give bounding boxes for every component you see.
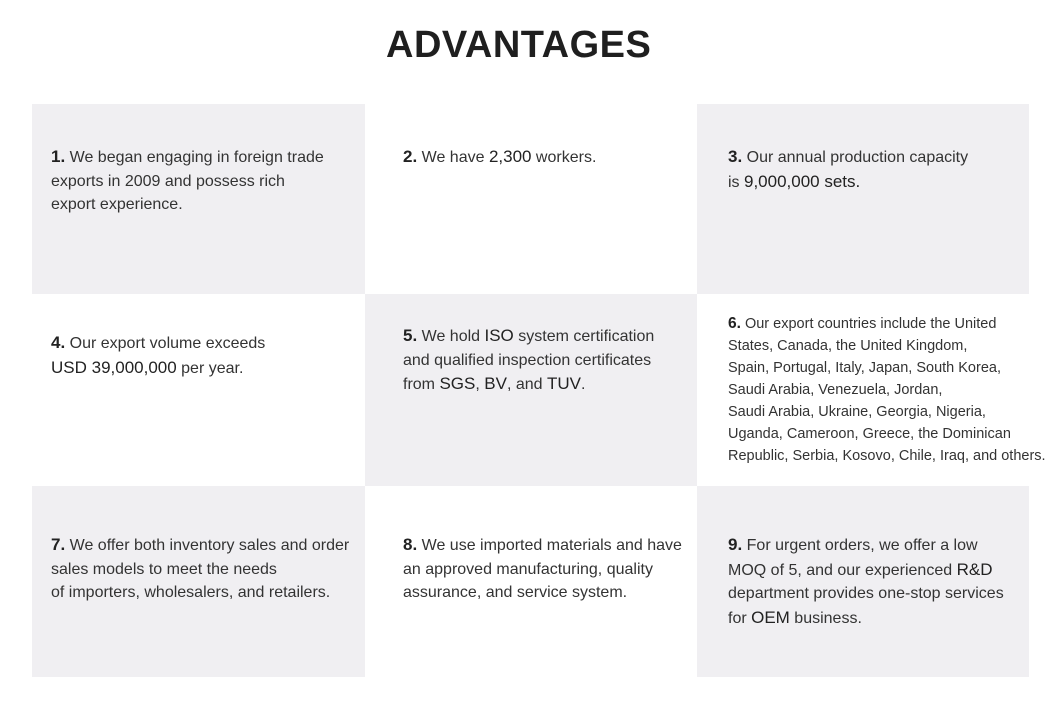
advantage-card-2 [365, 104, 697, 294]
advantage-text-9: 9. For urgent orders, we offer a low MOQ of 5, and our experienced R&D department provides one-stop services for OEM business. [728, 535, 1004, 627]
advantage-number: 5. [403, 326, 418, 345]
advantage-number: 7. [51, 535, 66, 554]
advantage-card-7 [32, 486, 365, 677]
advantage-card-1 [32, 104, 365, 294]
advantage-number: 1. [51, 147, 66, 166]
advantage-card-3 [697, 104, 1029, 294]
advantage-card-5 [365, 294, 697, 486]
advantage-text-4: 4. Our export volume exceeds USD 39,000,000 per year. [51, 333, 266, 377]
advantage-text-7: 7. We offer both inventory sales and order sales models to meet the needs of importers, wholesalers, and retailers. [51, 535, 350, 601]
advantage-card-8 [365, 486, 697, 677]
advantage-card-6 [697, 294, 1060, 486]
advantage-number: 8. [403, 535, 418, 554]
advantage-number: 9. [728, 535, 743, 554]
advantage-text-2: 2. We have 2,300 workers. [403, 147, 597, 166]
advantage-text-6: 6. Our export countries include the United States, Canada, the United Kingdom, Spain, Portugal, Italy, Japan, South Korea, Saudi Arabia, Venezuela, Jordan, Saudi Arabia, Ukraine, Georgia, Nigeria, Uganda, Cameroon, Greece, the Dominican Republic, Serbia, Kosovo, Chile, Iraq, and others. [728, 315, 1046, 464]
advantage-number: 4. [51, 333, 66, 352]
advantage-number: 6. [728, 315, 741, 332]
advantage-text-8: 8. We use imported materials and have an approved manufacturing, quality assurance, and service system. [403, 535, 682, 601]
advantage-text-1: 1. We began engaging in foreign trade exports in 2009 and possess rich export experience. [51, 147, 324, 213]
advantage-card-4 [32, 294, 365, 486]
advantage-text-5: 5. We hold ISO system certification and qualified inspection certificates from SGS, BV, and TUV. [403, 326, 655, 393]
advantage-number: 2. [403, 147, 418, 166]
page-title: ADVANTAGES [386, 24, 652, 66]
advantage-text-3: 3. Our annual production capacity is 9,000,000 sets. [728, 147, 969, 191]
advantage-card-9 [697, 486, 1029, 677]
advantage-number: 3. [728, 147, 743, 166]
